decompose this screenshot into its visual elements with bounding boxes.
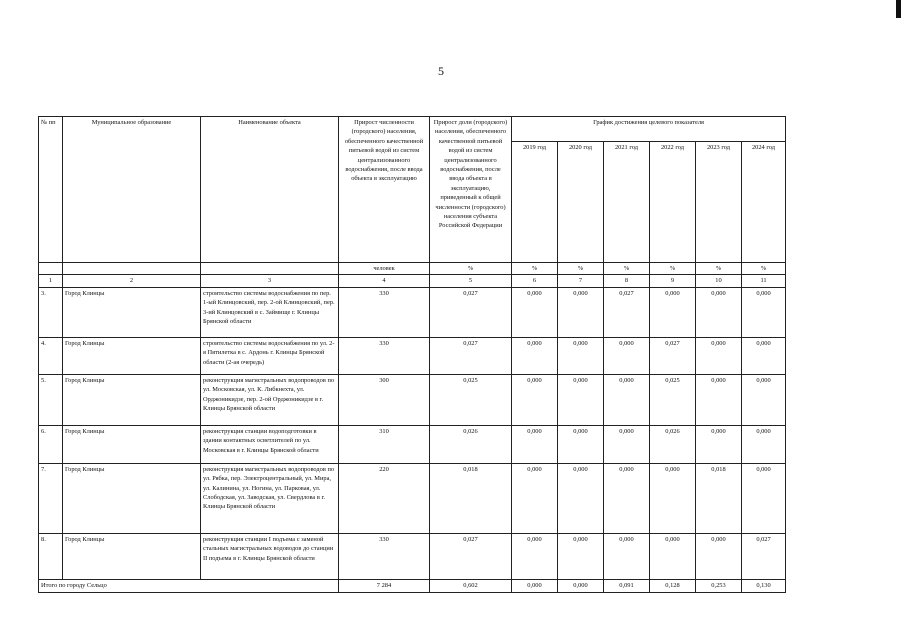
header-year: 2022 год [650, 142, 696, 263]
col-number: 2 [63, 275, 201, 287]
row-municipality: Город Клинцы [63, 425, 201, 463]
table-row [39, 425, 786, 463]
header-year: 2021 год [604, 142, 650, 263]
header-year: 2020 год [558, 142, 604, 263]
header-share-growth: Прирост доли (городского) населения, обеспеченного качественной питьевой водой из систем централизованного водоснабжения, после ввода объекта в эксплуатацию, приведенный к общей численности (городского) населения субъекта Российской Федерации [430, 117, 512, 263]
row-year-value: 0,000 [604, 425, 650, 463]
table-row [39, 337, 786, 374]
unit-cell: % [650, 263, 696, 275]
header-year: 2023 год [696, 142, 742, 263]
total-year-value: 0,091 [604, 579, 650, 592]
col-number: 10 [696, 275, 742, 287]
table-row [39, 287, 786, 337]
row-year-value: 0,000 [558, 337, 604, 374]
row-object: реконструкция магистральных водопроводов по ул. Рябка, пер. Электроцентральный, ул. Мира, ул. Калинина, ул. Ногина, ул. Парковая, ул. Слободская, ул. Заводская, ул. Свердлова в г. Клинцы Брянской области [201, 463, 339, 533]
row-share: 0,027 [430, 533, 512, 579]
page-number: 5 [438, 64, 444, 78]
row-year-value: 0,000 [650, 463, 696, 533]
row-year-value: 0,000 [512, 425, 558, 463]
col-number: 8 [604, 275, 650, 287]
header-object: Наименование объекта [201, 117, 339, 263]
header-year: 2024 год [742, 142, 786, 263]
row-share: 0,018 [430, 463, 512, 533]
row-object: строительство системы водоснабжения по ул. 2-я Пятилетка в с. Ардонь г. Клинцы Брянской области (2-ая очередь) [201, 337, 339, 374]
row-municipality: Город Клинцы [63, 533, 201, 579]
total-year-value: 0,253 [696, 579, 742, 592]
row-people: 310 [339, 425, 430, 463]
row-year-value: 0,000 [742, 337, 786, 374]
col-number: 1 [39, 275, 63, 287]
row-municipality: Город Клинцы [63, 287, 201, 337]
row-year-value: 0,027 [604, 287, 650, 337]
scan-edge-mark [896, 0, 901, 18]
total-people: 7 284 [339, 579, 430, 592]
units-row [39, 263, 786, 275]
row-num: 7. [39, 463, 63, 533]
column-numbers-row [39, 275, 786, 287]
row-year-value: 0,000 [512, 337, 558, 374]
row-year-value: 0,000 [558, 425, 604, 463]
row-year-value: 0,000 [696, 287, 742, 337]
col-number: 5 [430, 275, 512, 287]
row-num: 3. [39, 287, 63, 337]
row-year-value: 0,026 [650, 425, 696, 463]
row-year-value: 0,000 [604, 374, 650, 425]
row-year-value: 0,000 [696, 533, 742, 579]
row-year-value: 0,000 [558, 287, 604, 337]
row-people: 330 [339, 287, 430, 337]
row-people: 330 [339, 533, 430, 579]
row-year-value: 0,000 [696, 337, 742, 374]
total-year-value: 0,000 [558, 579, 604, 592]
unit-cell: человек [339, 263, 430, 275]
unit-cell: % [512, 263, 558, 275]
target-indicator-table [38, 116, 786, 593]
row-year-value: 0,000 [558, 374, 604, 425]
row-people: 300 [339, 374, 430, 425]
row-year-value: 0,000 [512, 463, 558, 533]
unit-cell: % [558, 263, 604, 275]
row-num: 8. [39, 533, 63, 579]
unit-cell: % [604, 263, 650, 275]
row-object: реконструкция станции I подъема с заменой стальных магистральных водоводов до станции II подъема в г. Клинцы Брянской области [201, 533, 339, 579]
row-year-value: 0,000 [696, 374, 742, 425]
row-year-value: 0,000 [512, 533, 558, 579]
row-municipality: Город Клинцы [63, 374, 201, 425]
total-label: Итого по городу Сельцо [39, 579, 339, 592]
row-year-value: 0,000 [512, 374, 558, 425]
table-row [39, 374, 786, 425]
row-year-value: 0,000 [742, 425, 786, 463]
row-share: 0,026 [430, 425, 512, 463]
header-year: 2019 год [512, 142, 558, 263]
unit-cell: % [696, 263, 742, 275]
row-people: 220 [339, 463, 430, 533]
row-year-value: 0,000 [742, 463, 786, 533]
row-year-value: 0,000 [604, 533, 650, 579]
row-year-value: 0,000 [604, 463, 650, 533]
row-share: 0,027 [430, 337, 512, 374]
header-municipality: Муниципальное образование [63, 117, 201, 263]
row-year-value: 0,000 [742, 287, 786, 337]
row-object: реконструкция магистральных водопроводов по ул. Московская, ул. К. Либкнехта, ул. Орджоникидзе, пер. 2-ой Орджоникидзе в г. Клинцы Брянской области [201, 374, 339, 425]
row-year-value: 0,027 [650, 337, 696, 374]
col-number: 4 [339, 275, 430, 287]
total-share: 0,602 [430, 579, 512, 592]
col-number: 6 [512, 275, 558, 287]
table-row [39, 533, 786, 579]
row-year-value: 0,000 [558, 533, 604, 579]
row-num: 5. [39, 374, 63, 425]
table-row [39, 463, 786, 533]
row-year-value: 0,000 [512, 287, 558, 337]
total-year-value: 0,130 [742, 579, 786, 592]
row-municipality: Город Клинцы [63, 337, 201, 374]
row-object: строительство системы водоснабжения по пер. 1-ый Клинцовский, пер. 2-ой Клинцовский, пер. 3-ий Клинцовский в с. Займище г. Клинцы Брянской области [201, 287, 339, 337]
col-number: 3 [201, 275, 339, 287]
row-num: 4. [39, 337, 63, 374]
row-year-value: 0,000 [650, 533, 696, 579]
row-share: 0,027 [430, 287, 512, 337]
row-year-value: 0,000 [650, 287, 696, 337]
unit-cell: % [742, 263, 786, 275]
header-num: № пп [39, 117, 63, 263]
unit-cell: % [430, 263, 512, 275]
row-municipality: Город Клинцы [63, 463, 201, 533]
total-year-value: 0,000 [512, 579, 558, 592]
row-year-value: 0,025 [650, 374, 696, 425]
row-people: 330 [339, 337, 430, 374]
col-number: 9 [650, 275, 696, 287]
col-number: 11 [742, 275, 786, 287]
header-pop-growth: Прирост численности (городского) населения, обеспеченного качественной питьевой водой из систем централизованного водоснабжения, после ввода объекта в эксплуатацию [339, 117, 430, 263]
row-year-value: 0,018 [696, 463, 742, 533]
row-year-value: 0,000 [558, 463, 604, 533]
row-year-value: 0,000 [696, 425, 742, 463]
row-year-value: 0,000 [604, 337, 650, 374]
total-year-value: 0,128 [650, 579, 696, 592]
row-num: 6. [39, 425, 63, 463]
row-share: 0,025 [430, 374, 512, 425]
header-schedule: График достижения целевого показателя [512, 117, 786, 142]
col-number: 7 [558, 275, 604, 287]
row-year-value: 0,000 [742, 374, 786, 425]
row-object: реконструкция станции водоподготовки в здании контактных осветлителей по ул. Московская в г. Клинцы Брянской области [201, 425, 339, 463]
row-year-value: 0,027 [742, 533, 786, 579]
total-row [39, 579, 786, 592]
